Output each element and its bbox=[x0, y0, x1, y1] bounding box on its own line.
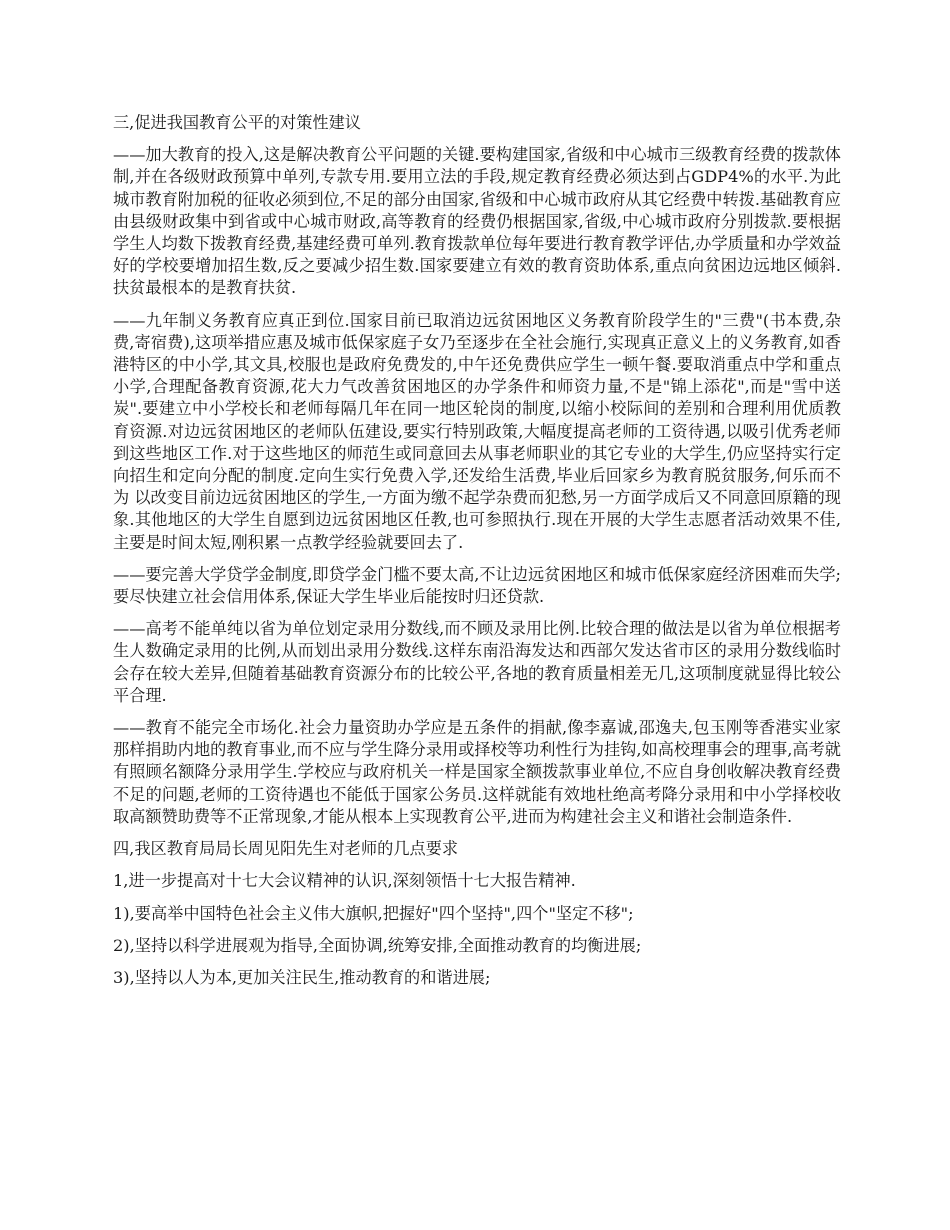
list-item: 1),要高举中国特色社会主义伟大旗帜,把握好"四个坚持",四个"坚定不移"; bbox=[113, 903, 634, 923]
section-3-title: 三,促进我国教育公平的对策性建议 bbox=[113, 113, 361, 132]
paragraph-student-loans: ——要完善大学贷学金制度,即贷学金门槛不要太高,不让边远贫困地区和城市低保家庭经济困难而失学;要尽快建立社会信用体系,保证大学生毕业后能按时归还贷款. bbox=[113, 564, 841, 607]
list-item: 2),坚持以科学进展观为指导,全面协调,统筹安排,全面推动教育的均衡进展; bbox=[113, 935, 642, 955]
paragraph-compulsory-education: ——九年制义务教育应真正到位.国家目前已取消边远贫困地区义务教育阶段学生的"三费"(书本费,杂费,寄宿费),这项举措应惠及城市低保家庭子女乃至逐步在全社会施行,实现真正意义上的义务教育,如香港特区的中小学,其文具,校服也是政府免费发的,中午还免费供应学生一顿午餐.要取消重点中学和重点小学,合理配备教育资源,花大力气改善贫困地区的办学条件和师资力量,不是"锦上添花",而是"雪中送炭".要建立中小学校长和老师每隔几年在同一地区轮岗的制度,以缩小校际间的差别和合理利用优质教育资源.对边远贫困地区的老师队伍建设,要实行特别政策,大幅度提高老师的工资待遇,以吸引优秀老师到这些地区工作.对于这些地区的师范生或同意回去从事老师职业的其它专业的大学生,仍应坚持实行定向招生和定向分配的制度.定向生实行免费入学,还发给生活费,毕业后回家乡为教育脱贫服务,何乐而不为 以改变目前边远贫困地区的学生,一方面为缴不起学杂费而犯愁,另一方面学成后又不同意回原籍的现象.其他地区的大学生自愿到边远贫困地区任教,也可参照执行.现在开展的大学生志愿者活动效果不佳,主要是时间太短,刚积累一点教学经验就要回去了. bbox=[113, 310, 841, 552]
paragraph-no-marketization: ——教育不能完全市场化.社会力量资助办学应是五条件的捐献,像李嘉诚,邵逸夫,包玉刚等香港实业家那样捐助内地的教育事业,而不应与学生降分录用或择校等功利性行为挂钩,如高校理事会的理事,高考就有照顾名额降分录用学生.学校应与政府机关一样是国家全额拨款事业单位,不应自身创收解决教育经费不足的问题,老师的工资待遇也不能低于国家公务员.这样就能有效地杜绝高考降分录用和中小学择校收取高额赞助费等不正常现象,才能从根本上实现教育公平,进而为构建社会主义和谐社会制造条件. bbox=[113, 718, 841, 826]
paragraph-education-investment: ——加大教育的投入,这是解决教育公平问题的关键.要构建国家,省级和中心城市三级教育经费的拨款体制,并在各级财政预算中单列,专款专用.要用立法的手段,规定教育经费必须达到占GDP4%的水平.为此城市教育附加税的征收必须到位,不足的部分由国家,省级和中心城市政府从其它经费中转拨.基础教育应由县级财政集中到省或中心城市财政,高等教育的经费仍根据国家,省级,中心城市政府分别拨款.要根据学生人均数下拨教育经费,基建经费可单列.教育拨款单位每年要进行教育教学评估,办学质量和办学效益好的学校要增加招生数,反之要减少招生数.国家要建立有效的教育资助体系,重点向贫困边远地区倾斜.扶贫最根本的是教育扶贫. bbox=[113, 145, 841, 298]
list-item: 3),坚持以人为本,更加关注民生,推动教育的和谐进展; bbox=[113, 967, 491, 987]
section-4-title: 四,我区教育局局长周见阳先生对老师的几点要求 bbox=[113, 839, 459, 859]
list-item: 1,进一步提高对十七大会议精神的认识,深刻领悟十七大报告精神. bbox=[113, 871, 576, 891]
paragraph-college-entrance-exam: ——高考不能单纯以省为单位划定录用分数线,而不顾及录用比例.比较合理的做法是以省为单位根据考生人数确定录用的比例,从而划出录用分数线.这样东南沿海发达和西部欠发达省市区的录用分数线临时会存在较大差异,但随着基础教育资源分布的比较公平,各地的教育质量相差无几,这项制度就显得比较公平合理. bbox=[113, 619, 841, 705]
document-body bbox=[113, 112, 841, 999]
